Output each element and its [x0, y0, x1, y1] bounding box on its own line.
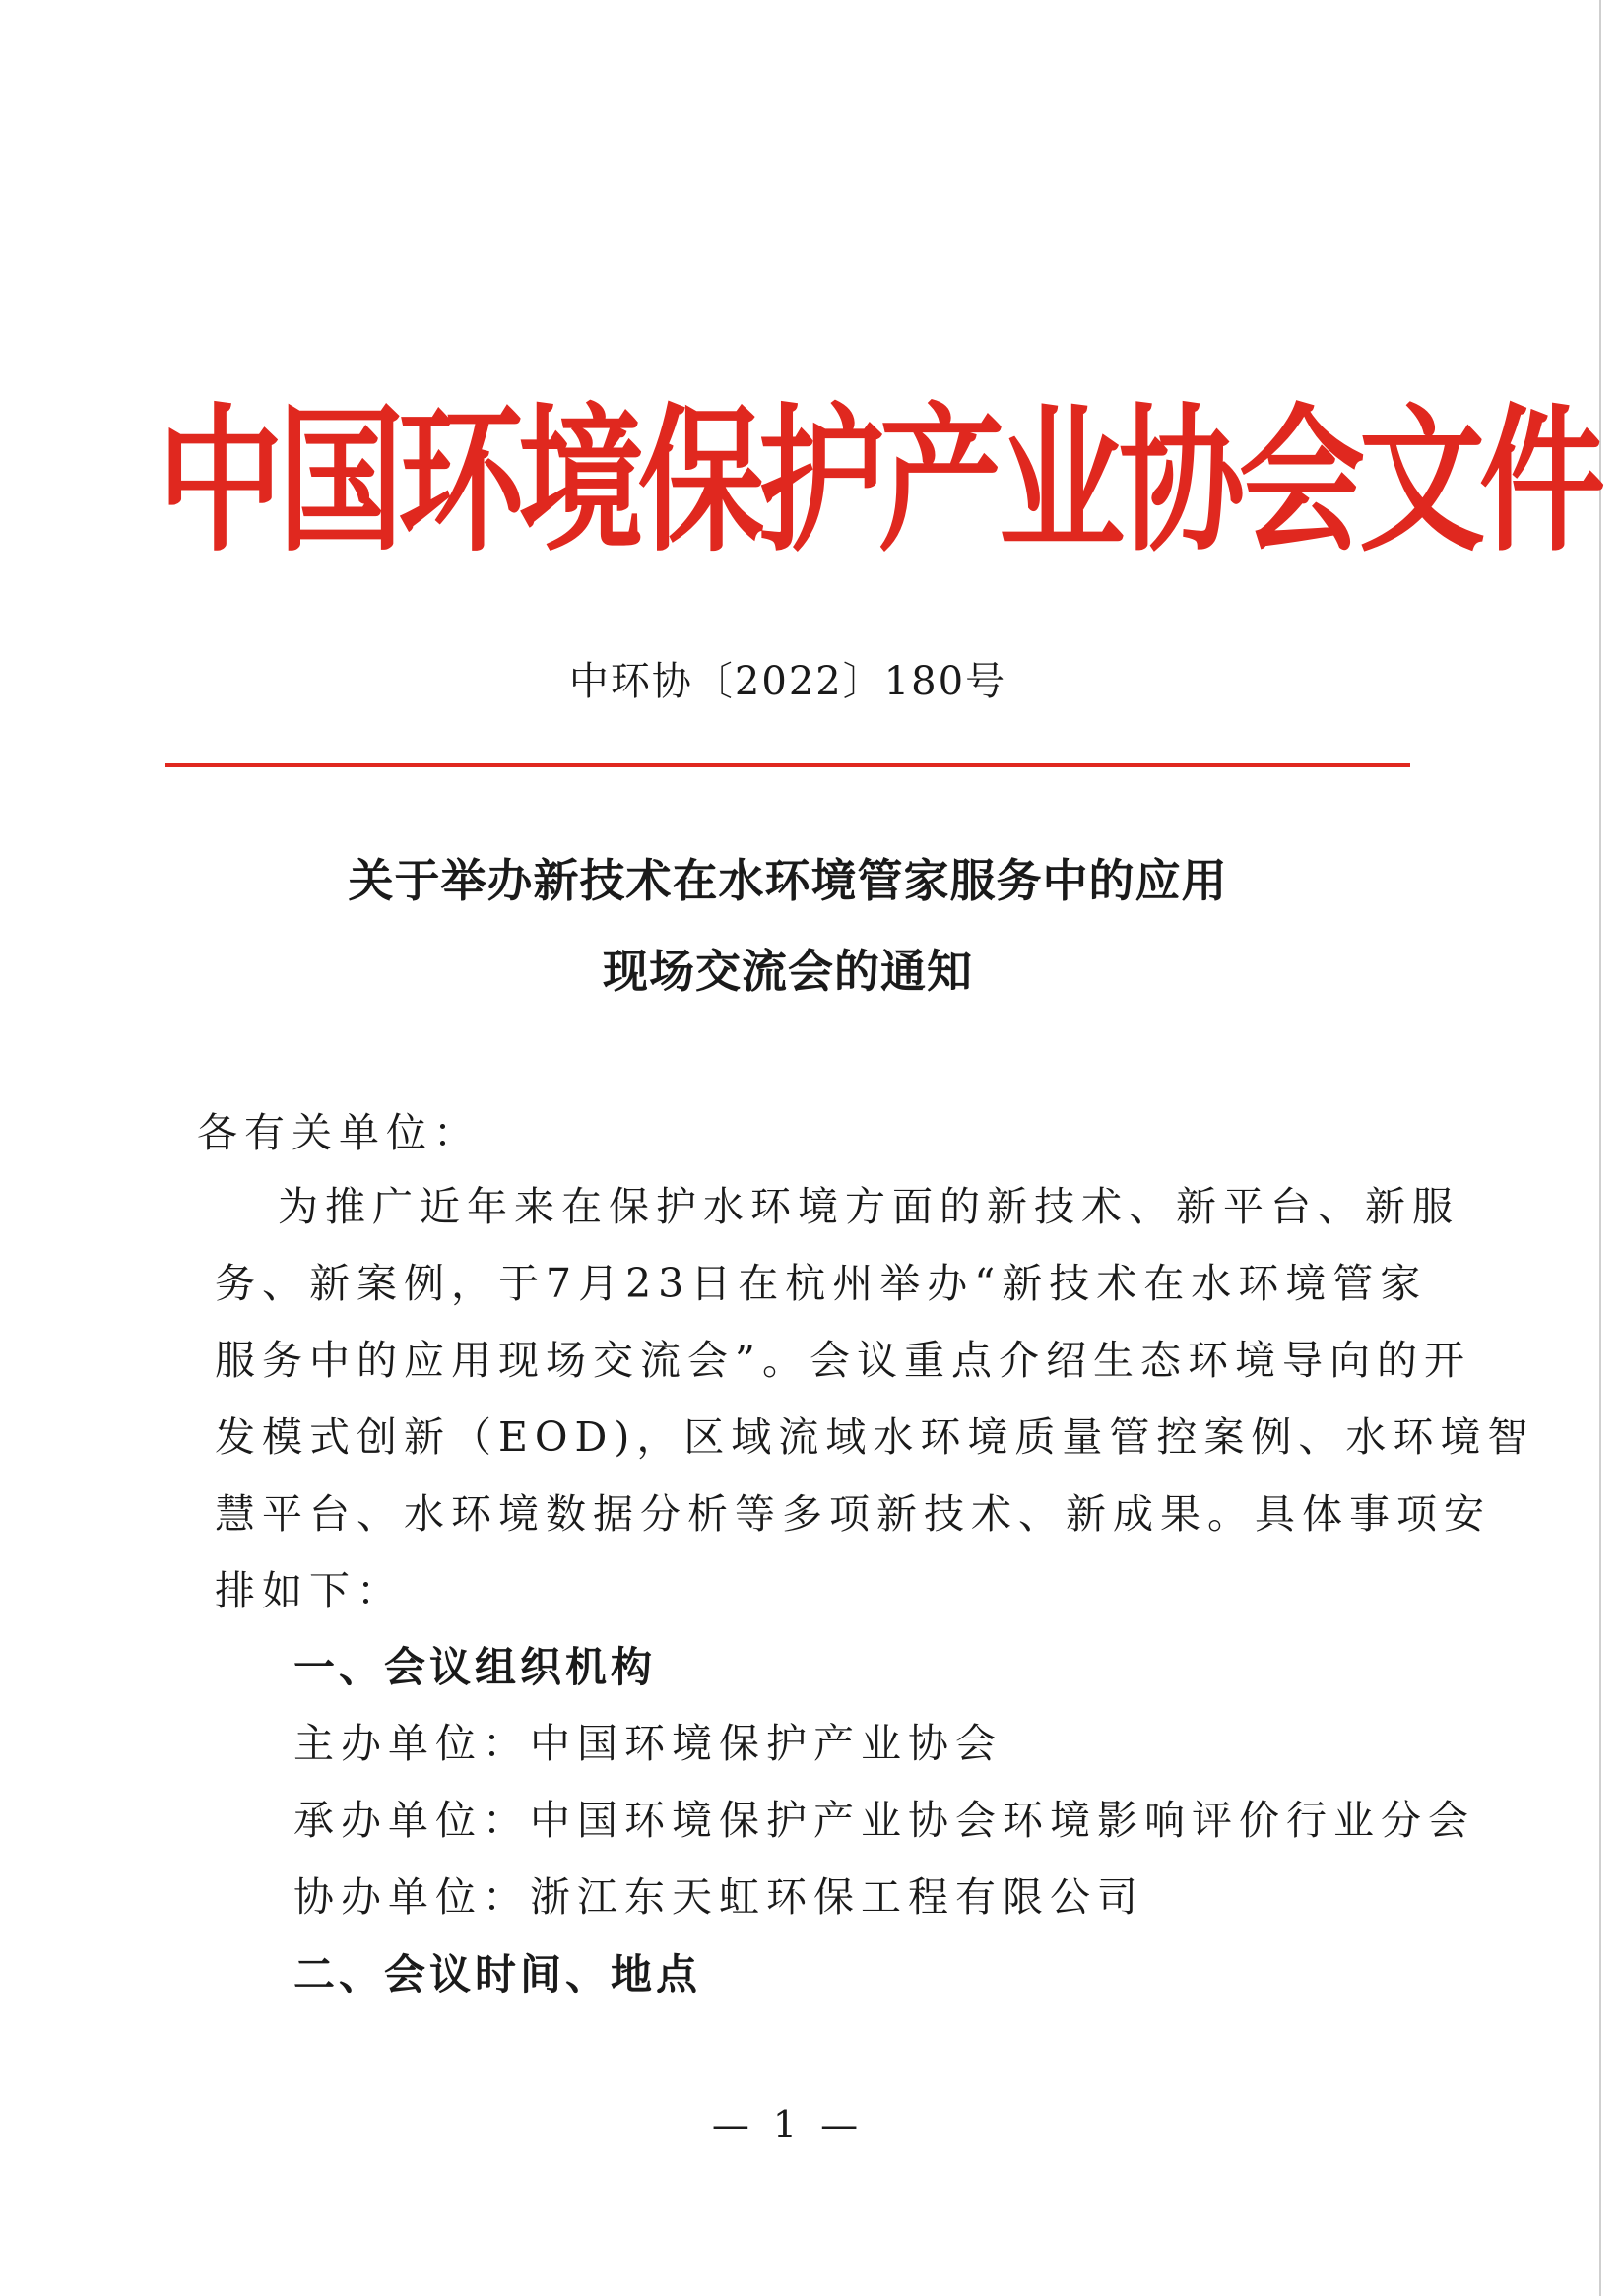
notice-title-line-2: 现场交流会的通知	[603, 945, 973, 998]
organizer-host: 主办单位：中国环境保护产业协会	[293, 1720, 1003, 1767]
red-divider-line	[165, 763, 1410, 767]
organizer-undertaker: 承办单位：中国环境保护产业协会环境影响评价行业分会	[293, 1797, 1475, 1844]
document-header-title: 中国环境保护产业协会文件	[158, 390, 1600, 574]
notice-title-line-1: 关于举办新技术在水环境管家服务中的应用	[348, 854, 1228, 907]
intro-line-3: 服务中的应用现场交流会”。会议重点介绍生态环境导向的开	[215, 1337, 1471, 1384]
page-number: — 1 —	[711, 2103, 865, 2146]
section-heading-1: 一、会议组织机构	[293, 1643, 657, 1691]
intro-line-5: 慧平台、水环境数据分析等多项新技术、新成果。具体事项安	[215, 1490, 1491, 1538]
page-edge-line	[1599, 0, 1601, 2296]
intro-line-1: 为推广近年来在保护水环境方面的新技术、新平台、新服	[278, 1183, 1459, 1230]
intro-line-2: 务、新案例，于7月23日在杭州举办“新技术在水环境管家	[215, 1260, 1428, 1307]
intro-line-4: 发模式创新（EOD)，区域流域水环境质量管控案例、水环境智	[215, 1413, 1535, 1461]
salutation: 各有关单位：	[197, 1109, 481, 1156]
intro-line-6: 排如下：	[215, 1567, 404, 1614]
document-number: 中环协〔2022〕180号	[568, 659, 1007, 704]
section-heading-2: 二、会议时间、地点	[293, 1950, 702, 1999]
organizer-co-organizer: 协办单位：浙江东天虹环保工程有限公司	[293, 1873, 1144, 1921]
